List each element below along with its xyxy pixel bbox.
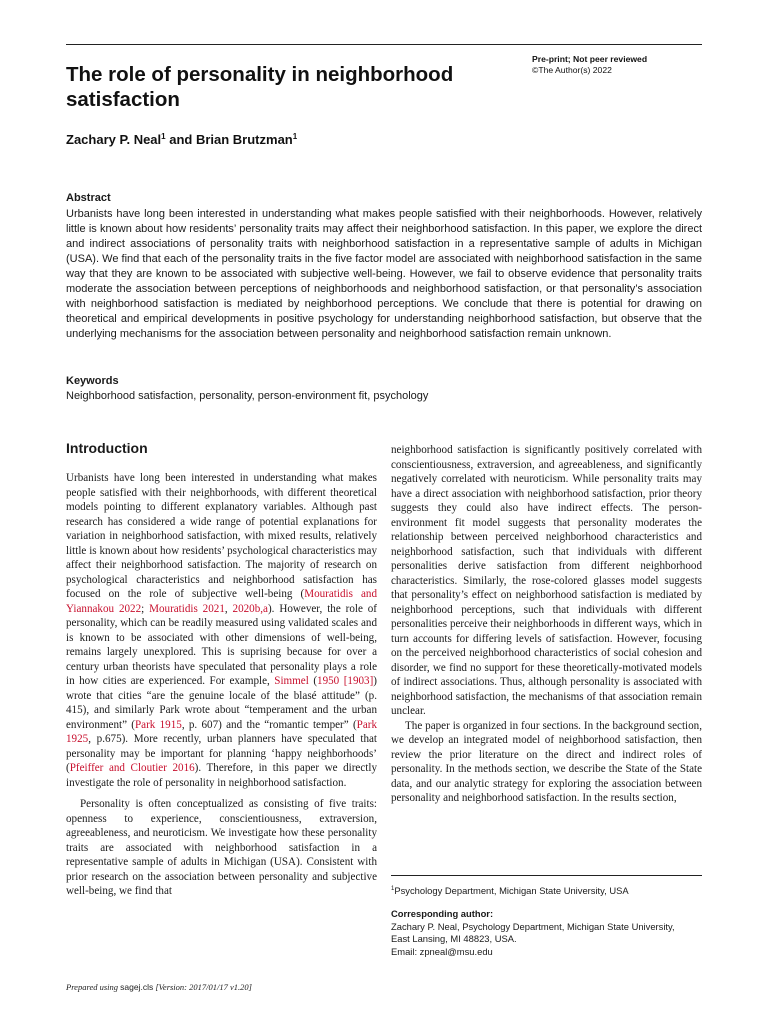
body-text: , bbox=[224, 602, 233, 615]
citation-link[interactable]: Mouratidis and Yiannakou 2022 bbox=[66, 588, 377, 615]
body-text: ). Therefore, in this paper we directly investigate the role of personality in neighborhood satisfaction. bbox=[66, 762, 377, 789]
corresponding-heading: Corresponding author: bbox=[391, 908, 494, 919]
paper-title: The role of personality in neighborhood satisfaction bbox=[66, 63, 454, 111]
footer-text: Prepared using bbox=[66, 982, 121, 992]
keywords-text: Neighborhood satisfaction, personality, person-environment fit, psychology bbox=[66, 390, 429, 402]
abstract-text: Urbanists have long been interested in understanding what makes people satisfied with their neighborhoods. However, relatively little is known about how residents’ personality traits may affect their neighborhood satisfaction. In this paper, we explore the direct and indirect associations of personality traits with neighborhood satisfaction in a representative sample of adults in Michigan (USA). We find that each of the personality traits in the five factor model are associated with neighborhood satisfaction in the same way that they are known to be associated with subjective well-being. However, we fail to observe evidence that personality traits moderate the association between perceptions of neighborhoods and neighborhood satisfaction, or that personality’s association with neighborhood satisfaction is mediated by neighborhood perceptions. We conclude that there is potential for drawing on theoretical and empirical developments in positive psychology for understanding neighborhood satisfaction, but observe that the underlying mechanisms for the association between personality and neighborhood satisfaction remain unknown. bbox=[66, 208, 702, 340]
preprint-label: Pre-print; Not peer reviewed bbox=[532, 54, 648, 64]
citation-link[interactable]: Park 1925 bbox=[66, 718, 377, 746]
body-text: ; bbox=[141, 602, 150, 615]
affiliation-footnote bbox=[391, 885, 702, 897]
preprint-notice bbox=[532, 54, 647, 76]
copyright-label: ©The Author(s) 2022 bbox=[532, 65, 612, 75]
body-text: ). However, the role of personality, which can be readily measured using validated scales and is known to be associated with other dimensions of well-being, remains largely unexplored. This is suprising because for over a century urban theorists have speculated that personality plays a role in how cities are experienced. For example, bbox=[66, 602, 378, 688]
citation-link[interactable]: Park 1915 bbox=[134, 718, 182, 731]
citation-link[interactable]: Pfeiffer and Cloutier 2016 bbox=[69, 762, 195, 775]
author-line bbox=[66, 132, 297, 147]
corresponding-author bbox=[391, 908, 702, 958]
intro-paragraph-4: The paper is organized in four sections. In the background section, we develop an integrated model of neighborhood satisfaction, then review the prior literature on the direct and indirect roles of personality. In the methods section, we describe the State of the State data, and our analytic strategy for exploring the association between personality and neighborhood satisfaction. In the results section, bbox=[391, 719, 702, 805]
footnote-text: Psychology Department, Michigan State University, USA bbox=[394, 885, 629, 896]
body-text: ( bbox=[308, 675, 318, 688]
citation-link[interactable]: Simmel bbox=[274, 675, 309, 688]
top-rule bbox=[66, 44, 702, 45]
affiliation-mark: 1 bbox=[161, 132, 166, 141]
left-column bbox=[66, 471, 377, 899]
intro-paragraph-2: Personality is often conceptualized as consisting of five traits: openness to experience, conscientiousness, extraversion, agreeableness, and neuroticism. We investigate how these personality traits are associated with neighborhood satisfaction in a representative sample of adults in Michigan (USA). Consistent with prior research on the association between personality and subjective well-being, we find that bbox=[66, 798, 377, 898]
author-joiner: and bbox=[165, 132, 196, 147]
prepared-using-footer bbox=[66, 982, 252, 992]
body-text: Urbanists have long been interested in understanding what makes people satisfied with their neighborhoods, with different theoretical models pointing to different explanatory variables. Although past research has considered a wide range of potential explanations for variation in neighborhood satisfaction, with mixed results, relatively little is known about how residents’ psychological characteristics may affect their neighborhood satisfaction. The majority of research on psychological characteristics and neighborhood satisfaction has focused on the role of subjective well-being ( bbox=[66, 472, 377, 601]
author-name: Brian Brutzman bbox=[195, 132, 293, 147]
body-text: , bbox=[260, 602, 264, 615]
intro-paragraph-3: neighborhood satisfaction is significantly positively correlated with conscientiousness, extraversion, and agreeableness, and significantly negatively correlated with neuroticism. While personality traits may have a direct association with neighborhood satisfaction, prior theory suggests they could also have indirect effects. The person-environment fit model suggests that personality moderates the relationship between perceived neighborhood characteristics and neighborhood satisfaction, such that individuals with different personalities derive satisfaction from different neighborhood characteristics. Similarly, the rose-colored glasses model suggests that personality’s effect on neighborhood satisfaction is mediated by neighborhood perceptions, such that individuals with different personalities perceive their neighborhoods in different ways, which in turn accounts for differing levels of satisfaction. However, focusing on the perceived neighborhood characteristics of social cohesion and disorder, we find no support for these theoretically-motivated models of indirect associations. Thus, although personality is associated with neighborhood satisfaction, the mechanisms of that association remain unclear. bbox=[391, 444, 702, 718]
intro-paragraph-1 bbox=[66, 471, 377, 790]
keywords-heading: Keywords bbox=[66, 375, 119, 387]
citation-link[interactable]: 1950 [1903] bbox=[317, 675, 374, 688]
abstract-heading: Abstract bbox=[66, 192, 111, 204]
section-heading-introduction: Introduction bbox=[66, 440, 148, 456]
footer-version: [Version: 2017/01/17 v1.20] bbox=[153, 982, 252, 992]
affiliation-mark: 1 bbox=[292, 132, 298, 141]
class-file-name: sagej.cls bbox=[120, 982, 154, 992]
footnote-rule bbox=[391, 875, 702, 876]
citation-link[interactable]: Mouratidis 2021 bbox=[149, 602, 225, 615]
citation-link[interactable]: 2020b bbox=[232, 602, 261, 615]
corresponding-email[interactable]: Email: zpneal@msu.edu bbox=[391, 945, 493, 957]
right-column bbox=[391, 443, 702, 806]
body-text: , p.675). More recently, urban planners have speculated that personality may be important for planning ‘happy neighborhoods’ ( bbox=[66, 733, 377, 775]
citation-link[interactable]: a bbox=[263, 602, 268, 615]
author-name: Zachary P. Neal bbox=[66, 132, 162, 147]
footnote-mark: 1 bbox=[391, 886, 395, 892]
corresponding-line: Zachary P. Neal, Psychology Department, Michigan State University, bbox=[391, 920, 675, 932]
body-text: ) wrote that cities “are the genuine locale of the blasé attitude” (p. 415), and similarly Park wrote about “temperament and the urban environment” ( bbox=[66, 675, 377, 731]
corresponding-line: East Lansing, MI 48823, USA. bbox=[391, 933, 517, 944]
body-text: , p. 607) and the “romantic temper” ( bbox=[181, 718, 357, 731]
